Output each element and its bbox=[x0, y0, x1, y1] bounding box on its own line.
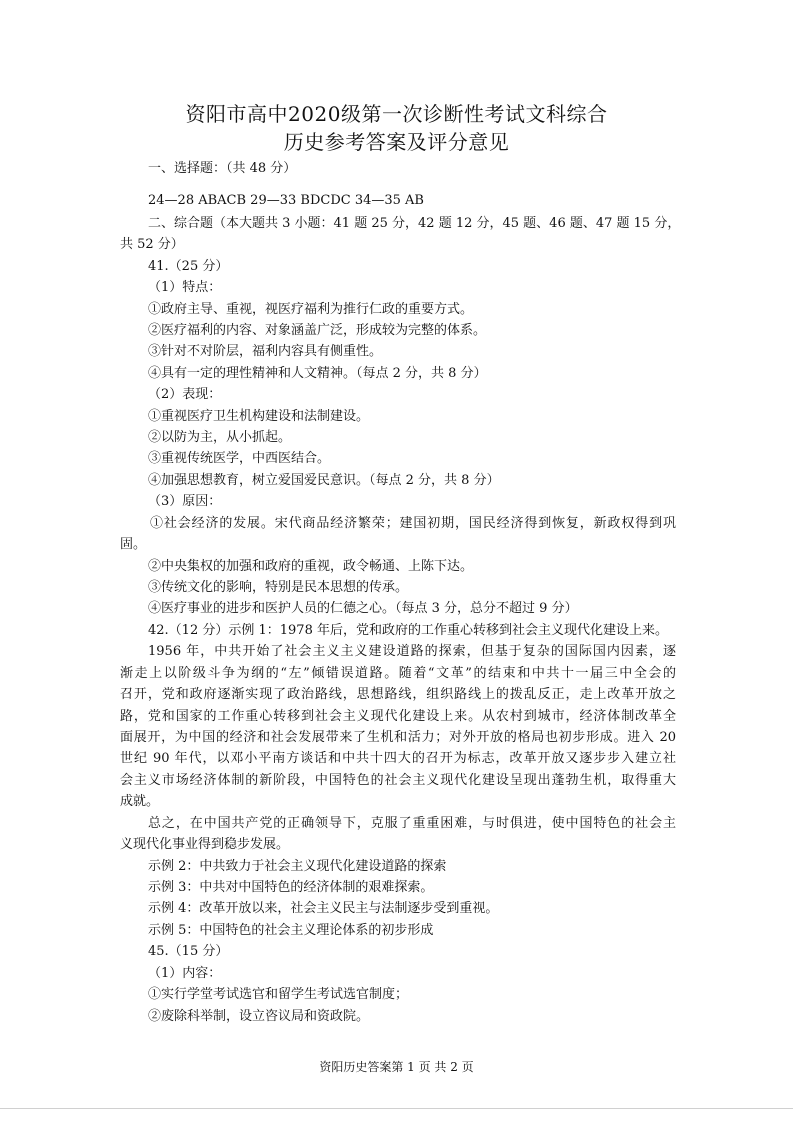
subheading: （1）特点： bbox=[148, 280, 222, 295]
document-title: 资阳市高中2020级第一次诊断性考试文科综合 bbox=[185, 102, 608, 126]
answer-point: ②以防为主，从小抓起。 bbox=[148, 430, 292, 445]
example-line: 示例 5：中国特色的社会主义理论体系的初步形成 bbox=[148, 923, 434, 938]
page-footer: 资阳历史答案第 1 页 共 2 页 bbox=[319, 1060, 474, 1074]
answer-point: ③针对不对阶层，福利内容具有侧重性。 bbox=[148, 344, 383, 359]
answer-point: ③传统文化的影响，特别是民本思想的传承。 bbox=[148, 580, 409, 595]
essay-line: 成就。 bbox=[120, 794, 160, 809]
section-heading-comprehensive: 二、综合题（本大题共 3 小题：41 题 25 分，42 题 12 分，45 题、46 题、47 题 15 分， bbox=[148, 216, 681, 231]
answer-point: ③重视传统医学，中西医结合。 bbox=[148, 451, 331, 466]
question-45-heading: 45.（15 分） bbox=[148, 944, 229, 959]
essay-line: 世纪 90 年代，以邓小平南方谈话和中共十四大的召开为标志，改革开放又逐步步入建立社 bbox=[120, 751, 676, 766]
choice-answers: 24—28 ABACB 29—33 BDCDC 34—35 AB bbox=[148, 193, 424, 208]
answer-point: ②中央集权的加强和政府的重视，政令畅通、上陈下达。 bbox=[148, 559, 474, 574]
essay-line: 1956 年，中共开始了社会主义主义建设道路的探索，但基于复杂的国际国内因素，逐 bbox=[148, 644, 676, 659]
answer-point: ①重视医疗卫生机构建设和法制建设。 bbox=[148, 409, 370, 424]
essay-line: 面展开，为中国的经济和社会发展带来了生机和活力；对外开放的格局也初步形成。进入 20 bbox=[120, 730, 676, 745]
example-line: 示例 2：中共致力于社会主义现代化建设道路的探索 bbox=[148, 859, 447, 874]
subheading: （3）原因： bbox=[148, 494, 222, 509]
example-line: 示例 4：改革开放以来，社会主义民主与法制逐步受到重视。 bbox=[148, 901, 499, 916]
section-heading-choice: 一、选择题：（共 48 分） bbox=[148, 161, 297, 176]
answer-point: ①政府主导、重视，视医疗福利为推行仁政的重要方式。 bbox=[148, 302, 474, 317]
text-line: 固。 bbox=[120, 537, 147, 552]
essay-line: 路，党和国家的工作重心转移到社会主义现代化建设上来。从农村到城市，经济体制改革全 bbox=[120, 709, 676, 724]
question-42-heading: 42.（12 分）示例 1：1978 年后，党和政府的工作重心转移到社会主义现代化建设上来。 bbox=[148, 623, 668, 638]
answer-point: ①社会经济的发展。宋代商品经济繁荣；建国初期，国民经济得到恢复，新政权得到巩 bbox=[150, 516, 676, 531]
essay-line: 渐走上以阶级斗争为纲的“左”倾错误道路。随着“文革”的结束和中共十一届三中全会的 bbox=[120, 666, 676, 681]
subheading: （1）内容： bbox=[148, 966, 222, 981]
answer-point: ④加强思想教育，树立爱国爱民意识。（每点 2 分，共 8 分） bbox=[148, 473, 500, 488]
example-line: 示例 3：中共对中国特色的经济体制的艰难探索。 bbox=[148, 880, 434, 895]
essay-line: 会主义市场经济体制的新阶段，中国特色的社会主义现代化建设呈现出蓬勃生机，取得重大 bbox=[120, 773, 676, 788]
answer-point: ④具有一定的理性精神和人文精神。（每点 2 分，共 8 分） bbox=[148, 366, 487, 381]
essay-line: 总之，在中国共产党的正确领导下，克服了重重困难，与时俱进，使中国特色的社会主 bbox=[148, 816, 676, 831]
answer-point: ②医疗福利的内容、对象涵盖广泛，形成较为完整的体系。 bbox=[148, 323, 487, 338]
question-41-heading: 41.（25 分） bbox=[148, 259, 229, 274]
document-subtitle: 历史参考答案及评分意见 bbox=[283, 130, 510, 154]
answer-point: ①实行学堂考试选官和留学生考试选官制度； bbox=[148, 987, 409, 1002]
answer-point: ②废除科举制，设立咨议局和资政院。 bbox=[148, 1009, 370, 1024]
page-bottom-rule bbox=[0, 1108, 793, 1109]
essay-line: 召开，党和政府逐渐实现了政治路线，思想路线，组织路线上的拨乱反正，走上改革开放之 bbox=[120, 687, 676, 702]
subheading: （2）表现： bbox=[148, 387, 222, 402]
essay-line: 义现代化事业得到稳步发展。 bbox=[120, 837, 290, 852]
answer-point: ④医疗事业的进步和医护人员的仁德之心。（每点 3 分，总分不超过 9 分） bbox=[148, 601, 578, 616]
text-line: 共 52 分） bbox=[120, 237, 184, 252]
